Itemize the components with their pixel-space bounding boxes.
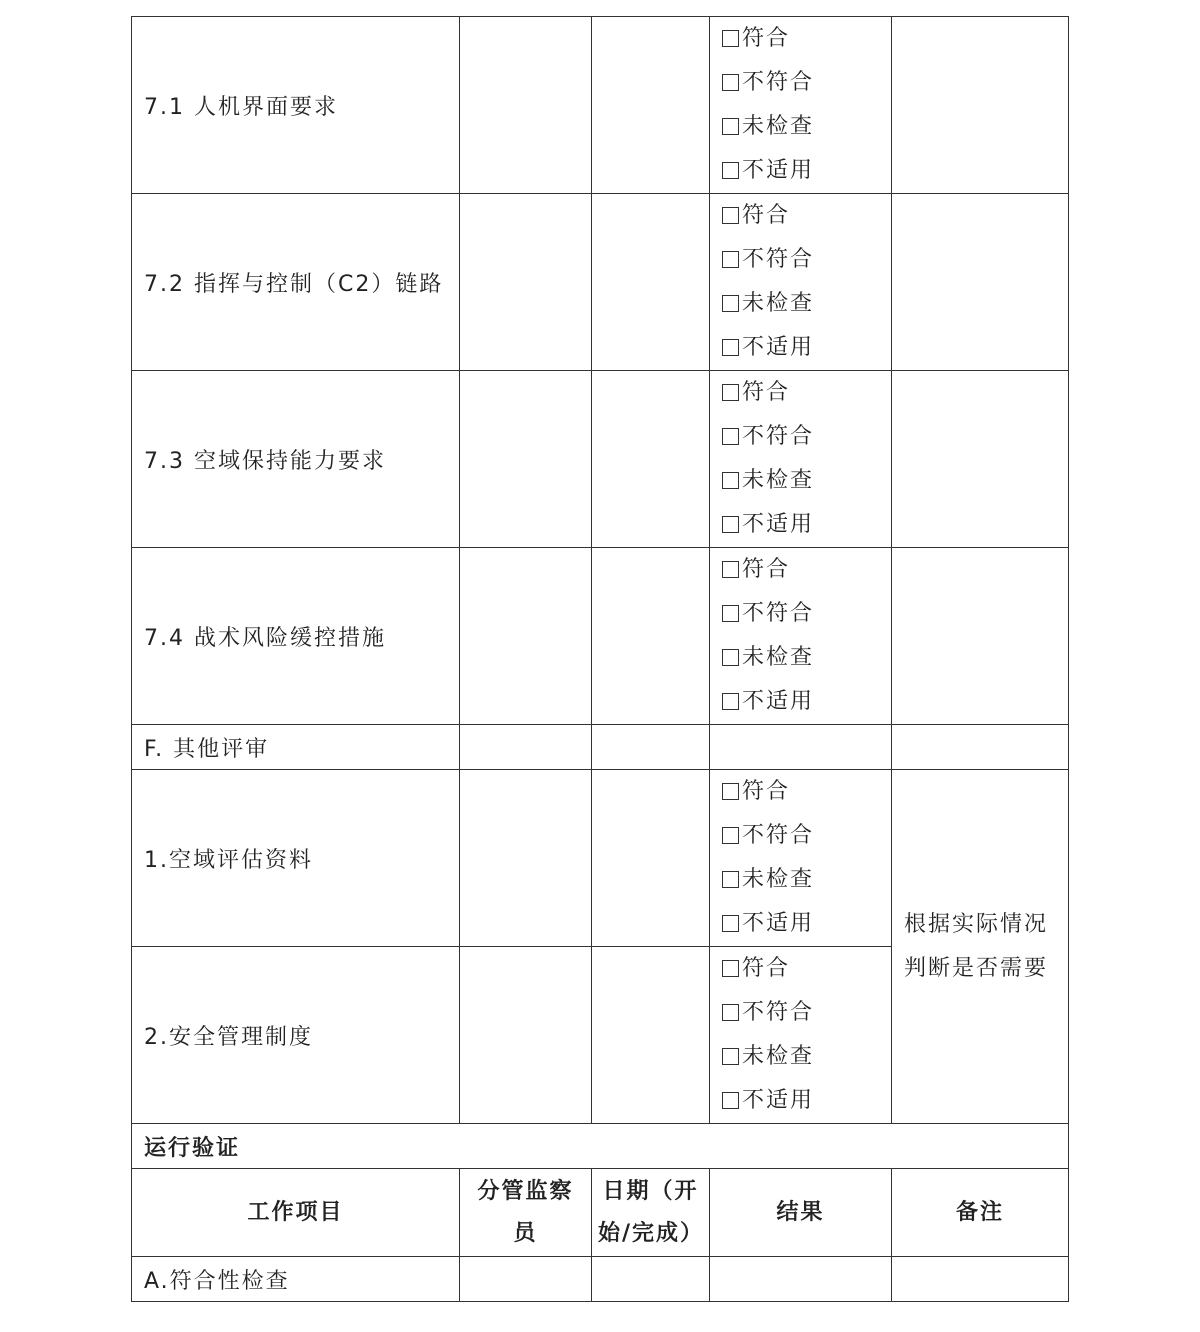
date-cell <box>592 947 710 1124</box>
remark-cell <box>892 725 1069 770</box>
header-remark: 备注 <box>892 1169 1069 1257</box>
header-inspector: 分管监察员 <box>460 1169 592 1257</box>
option-not-applicable[interactable]: 不适用 <box>722 902 891 946</box>
checkbox-icon[interactable] <box>722 960 739 977</box>
option-conform[interactable]: 符合 <box>722 947 891 991</box>
checkbox-icon[interactable] <box>722 605 739 622</box>
remark-cell <box>892 17 1069 194</box>
option-nonconform[interactable]: 不符合 <box>722 991 891 1035</box>
table-row <box>132 725 1069 770</box>
review-table <box>131 16 1069 1302</box>
remark-merged-cell: 根据实际情况判断是否需要 <box>892 770 1069 1124</box>
option-unchecked[interactable]: 未检查 <box>722 459 891 503</box>
date-cell <box>592 17 710 194</box>
result-cell <box>710 194 892 371</box>
option-conform[interactable]: 符合 <box>722 17 891 61</box>
option-nonconform[interactable]: 不符合 <box>722 238 891 282</box>
header-row <box>132 1169 1069 1257</box>
checkbox-icon[interactable] <box>722 1004 739 1021</box>
checkbox-icon[interactable] <box>722 649 739 666</box>
option-unchecked[interactable]: 未检查 <box>722 105 891 149</box>
inspector-cell <box>460 371 592 548</box>
checkbox-icon[interactable] <box>722 871 739 888</box>
table-row <box>132 1124 1069 1169</box>
date-cell <box>592 725 710 770</box>
checkbox-icon[interactable] <box>722 783 739 800</box>
option-nonconform[interactable]: 不符合 <box>722 415 891 459</box>
option-not-applicable[interactable]: 不适用 <box>722 1079 891 1123</box>
item-cell: 7.3 空域保持能力要求 <box>132 371 460 548</box>
option-conform[interactable]: 符合 <box>722 548 891 592</box>
inspector-cell <box>460 770 592 947</box>
checkbox-icon[interactable] <box>722 561 739 578</box>
inspector-cell <box>460 548 592 725</box>
checkbox-icon[interactable] <box>722 384 739 401</box>
item-cell: 7.1 人机界面要求 <box>132 17 460 194</box>
date-cell <box>592 548 710 725</box>
checkbox-icon[interactable] <box>722 693 739 710</box>
table-row <box>132 548 1069 725</box>
option-not-applicable[interactable]: 不适用 <box>722 680 891 724</box>
date-cell <box>592 371 710 548</box>
inspector-cell <box>460 17 592 194</box>
remark-cell <box>892 548 1069 725</box>
header-result: 结果 <box>710 1169 892 1257</box>
table-row <box>132 194 1069 371</box>
checkbox-icon[interactable] <box>722 339 739 356</box>
checkbox-icon[interactable] <box>722 251 739 268</box>
section-title: 运行验证 <box>132 1124 1069 1169</box>
inspector-cell <box>460 725 592 770</box>
result-cell <box>710 947 892 1124</box>
option-conform[interactable]: 符合 <box>722 770 891 814</box>
option-unchecked[interactable]: 未检查 <box>722 1035 891 1079</box>
result-cell <box>710 548 892 725</box>
checkbox-icon[interactable] <box>722 162 739 179</box>
checkbox-icon[interactable] <box>722 915 739 932</box>
option-nonconform[interactable]: 不符合 <box>722 814 891 858</box>
table-row <box>132 371 1069 548</box>
remark-cell <box>892 1257 1069 1302</box>
checkbox-icon[interactable] <box>722 30 739 47</box>
option-unchecked[interactable]: 未检查 <box>722 858 891 902</box>
option-not-applicable[interactable]: 不适用 <box>722 503 891 547</box>
item-cell: F. 其他评审 <box>132 725 460 770</box>
result-cell <box>710 1257 892 1302</box>
checkbox-icon[interactable] <box>722 827 739 844</box>
option-nonconform[interactable]: 不符合 <box>722 592 891 636</box>
option-conform[interactable]: 符合 <box>722 194 891 238</box>
header-date: 日期（开始/完成） <box>592 1169 710 1257</box>
inspector-cell <box>460 947 592 1124</box>
option-unchecked[interactable]: 未检查 <box>722 636 891 680</box>
checkbox-icon[interactable] <box>722 1048 739 1065</box>
option-nonconform[interactable]: 不符合 <box>722 61 891 105</box>
inspector-cell <box>460 1257 592 1302</box>
option-not-applicable[interactable]: 不适用 <box>722 326 891 370</box>
checkbox-icon[interactable] <box>722 118 739 135</box>
result-cell <box>710 725 892 770</box>
date-cell <box>592 1257 710 1302</box>
checkbox-icon[interactable] <box>722 1092 739 1109</box>
item-cell: 7.2 指挥与控制（C2）链路 <box>132 194 460 371</box>
checkbox-icon[interactable] <box>722 295 739 312</box>
table-row <box>132 770 1069 947</box>
result-cell <box>710 770 892 947</box>
item-cell: 7.4 战术风险缓控措施 <box>132 548 460 725</box>
item-cell: A.符合性检查 <box>132 1257 460 1302</box>
checkbox-icon[interactable] <box>722 207 739 224</box>
option-not-applicable[interactable]: 不适用 <box>722 149 891 193</box>
inspector-cell <box>460 194 592 371</box>
date-cell <box>592 770 710 947</box>
remark-cell <box>892 371 1069 548</box>
option-conform[interactable]: 符合 <box>722 371 891 415</box>
table-row <box>132 17 1069 194</box>
checkbox-icon[interactable] <box>722 74 739 91</box>
result-cell <box>710 17 892 194</box>
table-row <box>132 1257 1069 1302</box>
date-cell <box>592 194 710 371</box>
header-work-item: 工作项目 <box>132 1169 460 1257</box>
checkbox-icon[interactable] <box>722 516 739 533</box>
checkbox-icon[interactable] <box>722 472 739 489</box>
item-cell: 1.空域评估资料 <box>132 770 460 947</box>
checkbox-icon[interactable] <box>722 428 739 445</box>
remark-cell <box>892 194 1069 371</box>
option-unchecked[interactable]: 未检查 <box>722 282 891 326</box>
result-cell <box>710 371 892 548</box>
item-cell: 2.安全管理制度 <box>132 947 460 1124</box>
